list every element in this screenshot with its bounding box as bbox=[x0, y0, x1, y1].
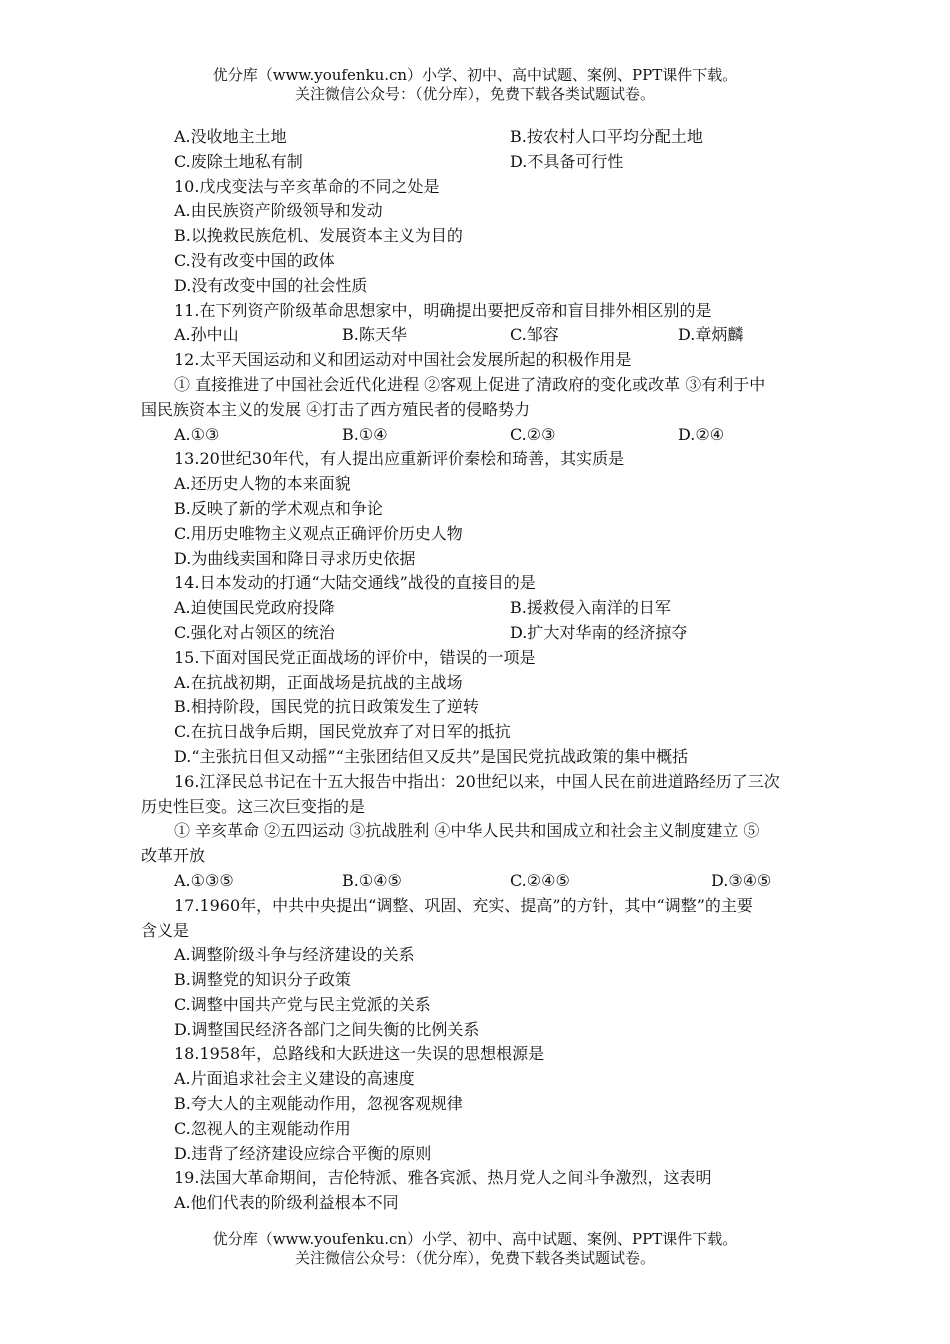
q13-option-b: B.反映了新的学术观点和争论 bbox=[174, 498, 383, 518]
q17-option-b: B.调整党的知识分子政策 bbox=[174, 970, 351, 990]
q16-option-c: C.②④⑤ bbox=[510, 870, 570, 890]
footer-line-1: 优分库（www.youfenku.cn）小学、初中、高中试题、案例、PPT课件下载。 bbox=[212, 1230, 738, 1248]
q9-option-a: A.没收地主土地 bbox=[174, 127, 287, 146]
q10-option-d: D.没有改变中国的社会性质 bbox=[174, 275, 368, 295]
question-9-options-row-1 bbox=[141, 125, 821, 150]
q9-option-b: B.按农村人口平均分配土地 bbox=[510, 127, 703, 146]
q11-option-c: C.邹容 bbox=[510, 325, 559, 345]
q16-stem-line-1: 16.江泽民总书记在十五大报告中指出：20世纪以来，中国人民在前进道路经历了三次 bbox=[174, 771, 780, 791]
q14-option-b: B.援救侵入南洋的日军 bbox=[510, 598, 671, 618]
q11-option-a: A.孙中山 bbox=[174, 325, 239, 345]
q15-option-a: A.在抗战初期，正面战场是抗战的主战场 bbox=[174, 672, 463, 692]
q10-stem: 10.戊戌变法与辛亥革命的不同之处是 bbox=[174, 176, 440, 196]
exam-content bbox=[141, 125, 821, 1216]
q9-option-d: D.不具备可行性 bbox=[510, 151, 624, 171]
q16-items-line-1: ① 辛亥革命 ②五四运动 ③抗战胜利 ④中华人民共和国成立和社会主义制度建立 ⑤ bbox=[174, 821, 760, 841]
page-footer bbox=[0, 1230, 950, 1268]
q14-options-row-2 bbox=[141, 621, 821, 646]
page-header bbox=[0, 66, 950, 104]
q12-stem: 12.太平天国运动和义和团运动对中国社会发展所起的积极作用是 bbox=[174, 350, 632, 370]
q16-stem-line-2: 历史性巨变。这三次巨变指的是 bbox=[141, 796, 366, 816]
q17-stem-line-1: 17.1960年，中共中央提出“调整、巩固、充实、提高”的方针，其中“调整”的主要 bbox=[174, 895, 753, 915]
footer-line-2: 关注微信公众号：（优分库），免费下载各类试题试卷。 bbox=[294, 1249, 655, 1267]
q15-stem: 15.下面对国民党正面战场的评价中，错误的一项是 bbox=[174, 647, 536, 667]
q13-option-c: C.用历史唯物主义观点正确评价历史人物 bbox=[174, 523, 463, 543]
q9-option-c: C.废除土地私有制 bbox=[174, 151, 303, 171]
q12-option-b: B.①④ bbox=[342, 424, 388, 444]
q10-option-c: C.没有改变中国的政体 bbox=[174, 250, 335, 270]
q13-stem: 13.20世纪30年代，有人提出应重新评价秦桧和琦善，其实质是 bbox=[174, 449, 625, 469]
q17-stem-line-2: 含义是 bbox=[141, 920, 190, 940]
q11-stem: 11.在下列资产阶级革命思想家中，明确提出要把反帝和盲目排外相区别的是 bbox=[174, 300, 712, 320]
q17-option-c: C.调整中国共产党与民主党派的关系 bbox=[174, 994, 431, 1014]
q12-option-a: A.①③ bbox=[174, 424, 220, 444]
q14-stem: 14.日本发动的打通“大陆交通线”战役的直接目的是 bbox=[174, 573, 536, 593]
q16-items-line-2: 改革开放 bbox=[141, 846, 206, 866]
q16-option-b: B.①④⑤ bbox=[342, 870, 402, 890]
q12-option-c: C.②③ bbox=[510, 424, 556, 444]
q19-option-a: A.他们代表的阶级利益根本不同 bbox=[174, 1193, 399, 1213]
q13-option-a: A.还历史人物的本来面貌 bbox=[174, 474, 351, 494]
q18-option-b: B.夸大人的主观能动作用，忽视客观规律 bbox=[174, 1094, 463, 1114]
header-line-2: 关注微信公众号：（优分库），免费下载各类试题试卷。 bbox=[294, 85, 655, 103]
q12-option-d: D.②④ bbox=[678, 424, 725, 444]
q19-stem: 19.法国大革命期间，吉伦特派、雅各宾派、热月党人之间斗争激烈，这表明 bbox=[174, 1168, 712, 1188]
q14-options-row-1 bbox=[141, 596, 821, 621]
q10-option-a: A.由民族资产阶级领导和发动 bbox=[174, 201, 383, 221]
q15-option-c: C.在抗日战争后期，国民党放弃了对日军的抵抗 bbox=[174, 722, 511, 742]
q16-option-a: A.①③⑤ bbox=[174, 870, 234, 890]
header-line-1: 优分库（www.youfenku.cn）小学、初中、高中试题、案例、PPT课件下载。 bbox=[212, 66, 738, 84]
q13-option-d: D.为曲线卖国和降日寻求历史依据 bbox=[174, 548, 416, 568]
q12-options bbox=[141, 423, 821, 448]
q11-option-b: B.陈天华 bbox=[342, 325, 407, 345]
q18-option-d: D.违背了经济建设应综合平衡的原则 bbox=[174, 1143, 432, 1163]
q18-stem: 18.1958年，总路线和大跃进这一失误的思想根源是 bbox=[174, 1044, 545, 1064]
q15-option-d: D.“主张抗日但又动摇”“主张团结但又反共”是国民党抗战政策的集中概括 bbox=[174, 746, 689, 766]
q16-options bbox=[141, 869, 821, 894]
q12-items-line-2: 国民族资本主义的发展 ④打击了西方殖民者的侵略势力 bbox=[141, 399, 531, 419]
q11-option-d: D.章炳麟 bbox=[678, 325, 744, 345]
q17-option-a: A.调整阶级斗争与经济建设的关系 bbox=[174, 945, 415, 965]
question-9-options-row-2 bbox=[141, 150, 821, 175]
q16-option-d: D.③④⑤ bbox=[711, 870, 772, 890]
q17-option-d: D.调整国民经济各部门之间失衡的比例关系 bbox=[174, 1019, 480, 1039]
q14-option-c: C.强化对占领区的统治 bbox=[174, 622, 335, 642]
q11-options bbox=[141, 323, 821, 348]
q10-option-b: B.以挽救民族危机、发展资本主义为目的 bbox=[174, 226, 463, 246]
q12-items-line-1: ① 直接推进了中国社会近代化进程 ②客观上促进了清政府的变化或改革 ③有利于中 bbox=[174, 374, 766, 394]
q18-option-c: C.忽视人的主观能动作用 bbox=[174, 1118, 351, 1138]
q14-option-d: D.扩大对华南的经济掠夺 bbox=[510, 622, 688, 642]
q15-option-b: B.相持阶段，国民党的抗日政策发生了逆转 bbox=[174, 697, 479, 717]
q14-option-a: A.迫使国民党政府投降 bbox=[174, 598, 335, 618]
q18-option-a: A.片面追求社会主义建设的高速度 bbox=[174, 1069, 415, 1089]
